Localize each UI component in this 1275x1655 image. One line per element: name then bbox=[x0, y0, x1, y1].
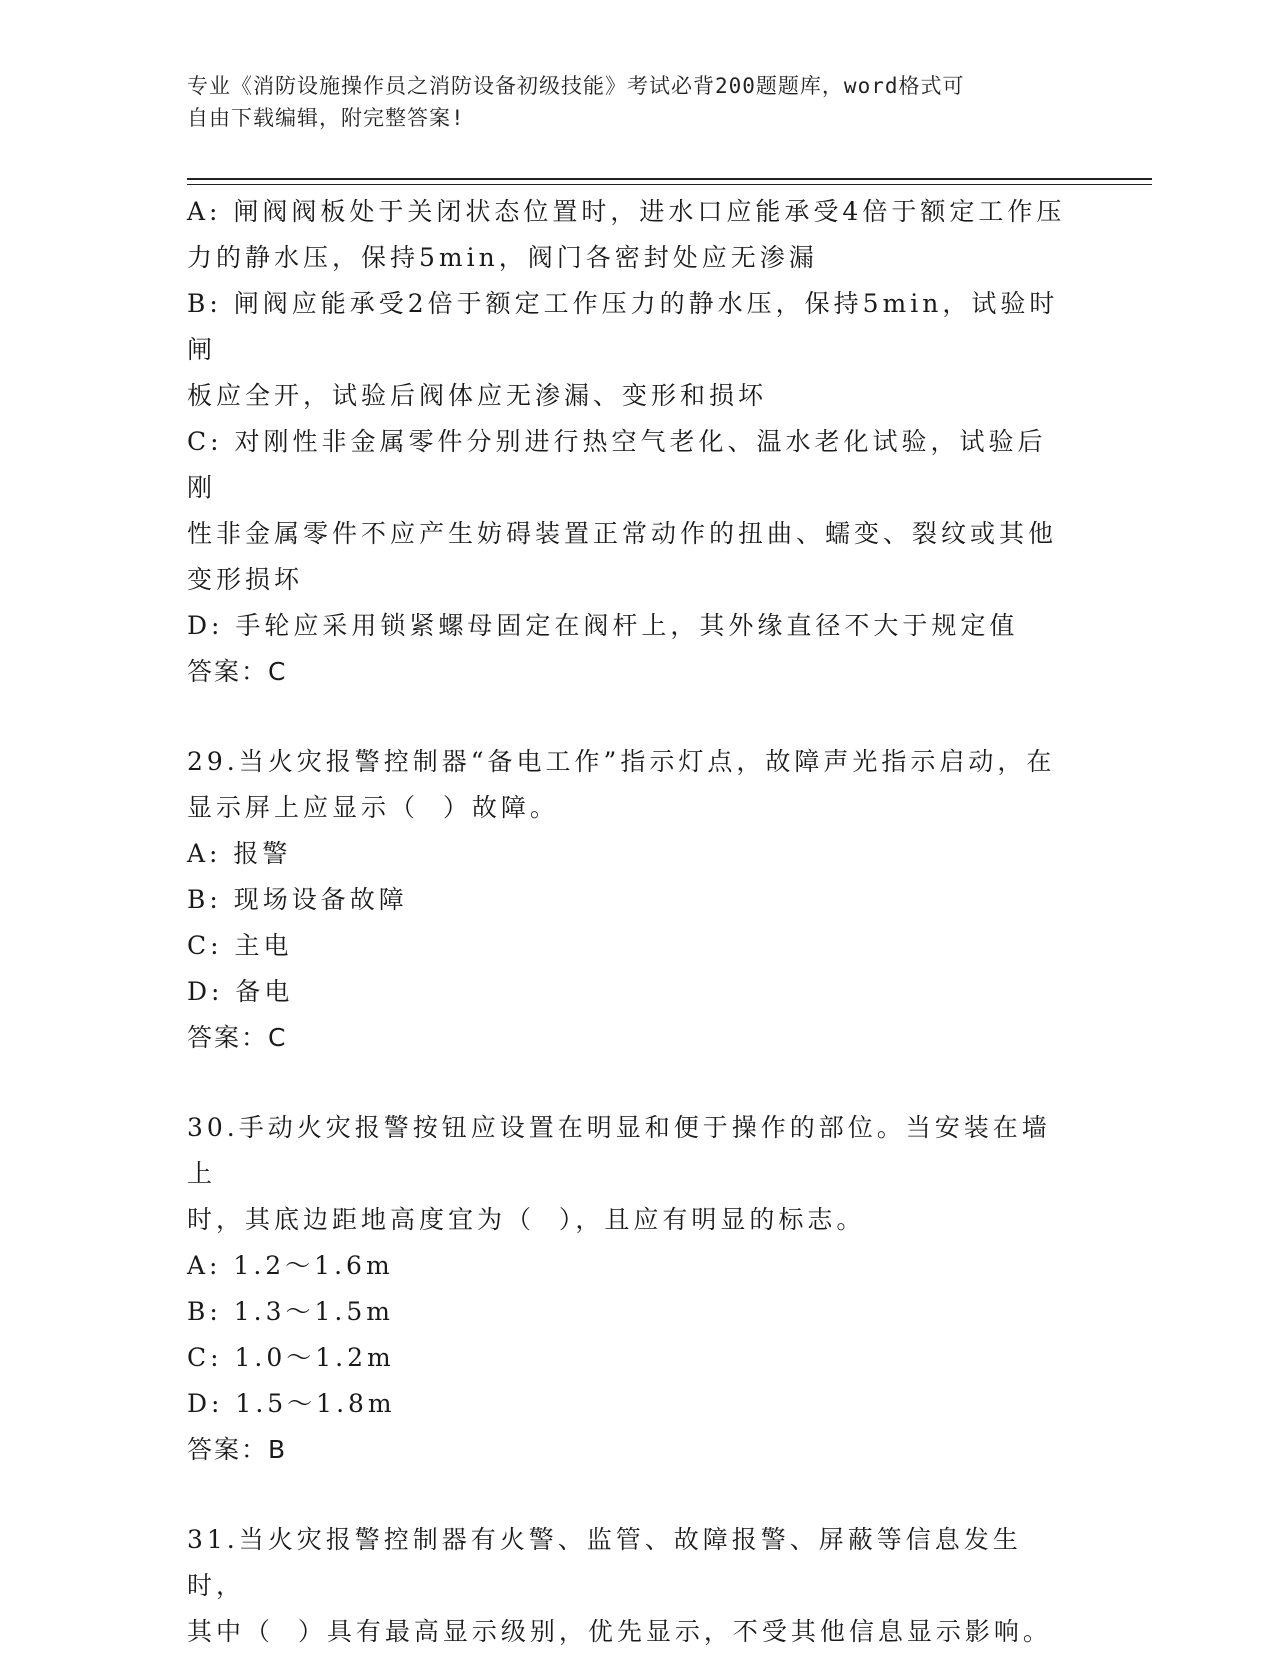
q28-option-a-line-2: 力的静水压，保持5min，阀门各密封处应无渗漏 bbox=[187, 243, 818, 272]
question-29 bbox=[187, 739, 1072, 1061]
document-body bbox=[187, 189, 1072, 1655]
header-divider-thin bbox=[187, 184, 1152, 185]
q28-option-c-line-1: C: 对刚性非金属零件分别进行热空气老化、温水老化试验，试验后刚 bbox=[187, 427, 1047, 502]
q28-option-c-line-3: 变形损坏 bbox=[187, 565, 304, 594]
q29-stem-line-1: 29.当火灾报警控制器“备电工作”指示灯点，故障声光指示启动，在 bbox=[187, 747, 1056, 776]
q30-stem-line-2: 时，其底边距地高度宜为（ ），且应有明显的标志。 bbox=[187, 1205, 866, 1234]
header-title-line-2: 自由下载编辑，附完整答案! bbox=[187, 106, 465, 130]
q29-option-d: D: 备电 bbox=[187, 977, 294, 1006]
q29-option-c: C: 主电 bbox=[187, 931, 293, 960]
document-header bbox=[187, 70, 1087, 134]
q30-answer: 答案：B bbox=[187, 1435, 288, 1464]
q28-answer: 答案：C bbox=[187, 657, 288, 686]
question-31 bbox=[187, 1517, 1072, 1655]
q28-option-b-line-1: B: 闸阀应能承受2倍于额定工作压力的静水压，保持5min，试验时闸 bbox=[187, 289, 1059, 364]
q29-option-a: A: 报警 bbox=[187, 839, 292, 868]
question-30 bbox=[187, 1105, 1072, 1473]
q28-option-a-line-1: A: 闸阀阀板处于关闭状态位置时，进水口应能承受4倍于额定工作压 bbox=[187, 197, 1066, 226]
q28-option-d-line-1: D: 手轮应采用锁紧螺母固定在阀杆上，其外缘直径不大于规定值 bbox=[187, 611, 1019, 640]
question-28 bbox=[187, 189, 1072, 695]
q28-option-c-line-2: 性非金属零件不应产生妨碍装置正常动作的扭曲、蠕变、裂纹或其他 bbox=[187, 519, 1058, 548]
spacer bbox=[187, 1473, 1072, 1517]
q30-option-c: C: 1.0～1.2m bbox=[187, 1343, 395, 1372]
q31-stem-line-2: 其中（ ）具有最高显示级别，优先显示，不受其他信息显示影响。 bbox=[187, 1617, 1052, 1646]
q29-answer: 答案：C bbox=[187, 1023, 288, 1052]
q30-option-b: B: 1.3～1.5m bbox=[187, 1297, 394, 1326]
header-title-line-1: 专业《消防设施操作员之消防设备初级技能》考试必背200题题库，word格式可 bbox=[187, 74, 965, 98]
q29-option-b: B: 现场设备故障 bbox=[187, 885, 408, 914]
q30-option-a: A: 1.2～1.6m bbox=[187, 1251, 394, 1280]
q30-option-d: D: 1.5～1.8m bbox=[187, 1389, 396, 1418]
spacer bbox=[187, 1061, 1072, 1105]
q31-stem-line-1: 31.当火灾报警控制器有火警、监管、故障报警、屏蔽等信息发生时， bbox=[187, 1525, 1022, 1600]
q28-option-b-line-2: 板应全开，试验后阀体应无渗漏、变形和损坏 bbox=[187, 381, 768, 410]
q30-stem-line-1: 30.手动火灾报警按钮应设置在明显和便于操作的部位。当安装在墙上 bbox=[187, 1113, 1051, 1188]
spacer bbox=[187, 695, 1072, 739]
q29-stem-line-2: 显示屏上应显示（ ）故障。 bbox=[187, 793, 559, 822]
header-divider-thick bbox=[187, 178, 1152, 180]
